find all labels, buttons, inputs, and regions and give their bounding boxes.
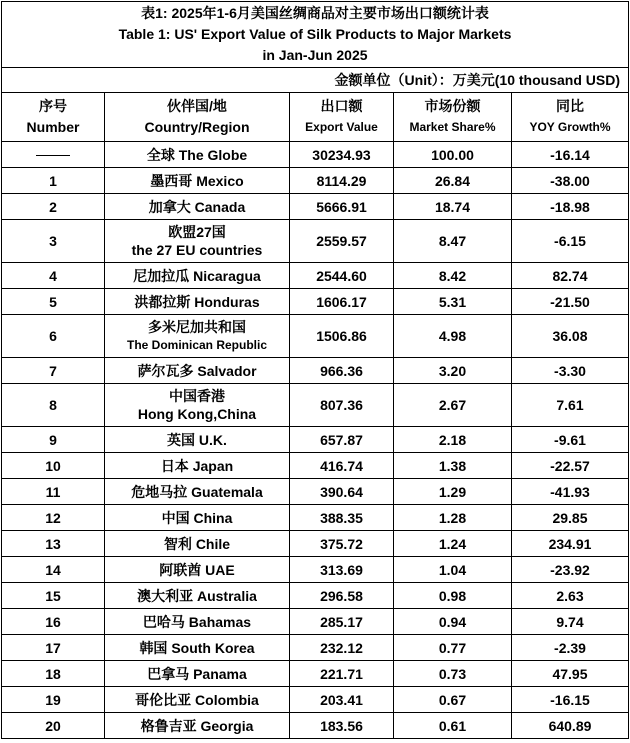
cell-yoy-growth: 2.63 — [512, 583, 629, 609]
cell-export-value: 5666.91 — [290, 194, 394, 220]
cell-number: 19 — [2, 687, 105, 713]
table-row — [2, 142, 629, 168]
cell-country: 巴哈马 Bahamas — [105, 609, 290, 635]
cell-number: 18 — [2, 661, 105, 687]
header-export-cn: 出口额 — [320, 98, 363, 114]
cell-export-value: 2559.57 — [290, 220, 394, 263]
cell-yoy-growth: -9.61 — [512, 427, 629, 453]
cell-export-value: 313.69 — [290, 557, 394, 583]
unit-label: 金额单位（Unit）：万美元(10 thousand USD) — [2, 68, 629, 93]
cell-number: 5 — [2, 289, 105, 315]
title-cn: 表1: 2025年1-6月美国丝绸商品对主要市场出口额统计表 — [141, 5, 489, 21]
cell-number: 15 — [2, 583, 105, 609]
cell-number: 13 — [2, 531, 105, 557]
cell-market-share: 0.94 — [394, 609, 512, 635]
country-name-en: the 27 EU countries — [131, 242, 263, 258]
cell-yoy-growth: -22.57 — [512, 453, 629, 479]
cell-market-share: 1.28 — [394, 505, 512, 531]
cell-number: 11 — [2, 479, 105, 505]
table-row — [2, 713, 629, 739]
country-name-cn: 欧盟27国 — [168, 224, 226, 240]
cell-yoy-growth: -16.15 — [512, 687, 629, 713]
cell-market-share: 1.38 — [394, 453, 512, 479]
cell-market-share: 18.74 — [394, 194, 512, 220]
table-row — [2, 194, 629, 220]
unit-row — [2, 68, 629, 93]
cell-country: 中国 China — [105, 505, 290, 531]
table-row — [2, 358, 629, 384]
cell-market-share: 0.73 — [394, 661, 512, 687]
cell-number: 4 — [2, 263, 105, 289]
cell-market-share: 4.98 — [394, 315, 512, 358]
cell-export-value: 2544.60 — [290, 263, 394, 289]
header-share-en: Market Share% — [409, 120, 496, 134]
cell-market-share: 1.29 — [394, 479, 512, 505]
table-row — [2, 220, 629, 263]
cell-country: 加拿大 Canada — [105, 194, 290, 220]
cell-market-share: 1.24 — [394, 531, 512, 557]
cell-export-value: 296.58 — [290, 583, 394, 609]
table-row — [2, 453, 629, 479]
header-number — [2, 93, 105, 142]
cell-market-share: 5.31 — [394, 289, 512, 315]
country-name-cn: 中国香港 — [169, 388, 225, 404]
cell-country: 全球 The Globe — [105, 142, 290, 168]
table-row — [2, 168, 629, 194]
cell-country: 尼加拉瓜 Nicaragua — [105, 263, 290, 289]
header-yoy-cn: 同比 — [556, 98, 584, 114]
cell-yoy-growth: -18.98 — [512, 194, 629, 220]
cell-market-share: 100.00 — [394, 142, 512, 168]
cell-country: 澳大利亚 Australia — [105, 583, 290, 609]
cell-number: 16 — [2, 609, 105, 635]
cell-country: 智利 Chile — [105, 531, 290, 557]
cell-yoy-growth: 7.61 — [512, 384, 629, 427]
table-row — [2, 531, 629, 557]
cell-number: 10 — [2, 453, 105, 479]
cell-export-value: 203.41 — [290, 687, 394, 713]
cell-country: 萨尔瓦多 Salvador — [105, 358, 290, 384]
cell-country: 墨西哥 Mexico — [105, 168, 290, 194]
cell-country: 洪都拉斯 Honduras — [105, 289, 290, 315]
header-country-cn: 伙伴国/地 — [167, 98, 227, 114]
cell-number: 2 — [2, 194, 105, 220]
cell-country — [105, 315, 290, 358]
table-row — [2, 263, 629, 289]
table-row — [2, 289, 629, 315]
cell-export-value: 183.56 — [290, 713, 394, 739]
dash-line — [36, 155, 70, 156]
cell-export-value: 8114.29 — [290, 168, 394, 194]
cell-number: 1 — [2, 168, 105, 194]
table-row — [2, 427, 629, 453]
table-row — [2, 479, 629, 505]
cell-yoy-growth: -21.50 — [512, 289, 629, 315]
cell-export-value: 390.64 — [290, 479, 394, 505]
cell-yoy-growth: -41.93 — [512, 479, 629, 505]
header-share — [394, 93, 512, 142]
cell-export-value: 285.17 — [290, 609, 394, 635]
cell-export-value: 232.12 — [290, 635, 394, 661]
cell-number: 3 — [2, 220, 105, 263]
table-row — [2, 384, 629, 427]
cell-yoy-growth: -3.30 — [512, 358, 629, 384]
cell-export-value: 221.71 — [290, 661, 394, 687]
cell-country: 巴拿马 Panama — [105, 661, 290, 687]
table-row — [2, 505, 629, 531]
cell-market-share: 2.67 — [394, 384, 512, 427]
cell-number: 14 — [2, 557, 105, 583]
cell-market-share: 0.77 — [394, 635, 512, 661]
cell-yoy-growth: 47.95 — [512, 661, 629, 687]
cell-country: 阿联酋 UAE — [105, 557, 290, 583]
title-en-line1: Table 1: US' Export Value of Silk Products to Major Markets — [118, 26, 512, 42]
cell-market-share: 1.04 — [394, 557, 512, 583]
cell-export-value: 30234.93 — [290, 142, 394, 168]
table-row — [2, 557, 629, 583]
cell-country: 英国 U.K. — [105, 427, 290, 453]
cell-yoy-growth: 29.85 — [512, 505, 629, 531]
cell-export-value: 416.74 — [290, 453, 394, 479]
cell-market-share: 8.47 — [394, 220, 512, 263]
cell-yoy-growth: 82.74 — [512, 263, 629, 289]
cell-country — [105, 384, 290, 427]
cell-yoy-growth: 9.74 — [512, 609, 629, 635]
cell-market-share: 0.98 — [394, 583, 512, 609]
cell-country — [105, 220, 290, 263]
cell-number: 12 — [2, 505, 105, 531]
cell-yoy-growth: -16.14 — [512, 142, 629, 168]
table-row — [2, 609, 629, 635]
country-name-en: Hong Kong,China — [137, 406, 257, 422]
export-table — [1, 1, 629, 739]
cell-export-value: 388.35 — [290, 505, 394, 531]
country-name-en: The Dominican Republic — [126, 338, 267, 352]
cell-market-share: 0.61 — [394, 713, 512, 739]
table-row — [2, 661, 629, 687]
cell-number: 8 — [2, 384, 105, 427]
cell-country: 危地马拉 Guatemala — [105, 479, 290, 505]
cell-market-share: 26.84 — [394, 168, 512, 194]
table-title — [2, 2, 629, 68]
cell-yoy-growth: -38.00 — [512, 168, 629, 194]
title-en-line2: in Jan-Jun 2025 — [262, 47, 368, 63]
cell-number — [2, 142, 105, 168]
table-row — [2, 687, 629, 713]
cell-country: 日本 Japan — [105, 453, 290, 479]
cell-export-value: 966.36 — [290, 358, 394, 384]
cell-number: 20 — [2, 713, 105, 739]
title-row — [2, 2, 629, 68]
cell-number: 6 — [2, 315, 105, 358]
cell-number: 17 — [2, 635, 105, 661]
header-export — [290, 93, 394, 142]
header-number-cn: 序号 — [39, 98, 67, 114]
header-row — [2, 93, 629, 142]
table-row — [2, 315, 629, 358]
cell-export-value: 807.36 — [290, 384, 394, 427]
cell-country: 哥伦比亚 Colombia — [105, 687, 290, 713]
cell-yoy-growth: -6.15 — [512, 220, 629, 263]
cell-export-value: 1506.86 — [290, 315, 394, 358]
cell-market-share: 0.67 — [394, 687, 512, 713]
cell-country: 格鲁吉亚 Georgia — [105, 713, 290, 739]
header-yoy-en: YOY Growth% — [529, 120, 611, 134]
cell-export-value: 657.87 — [290, 427, 394, 453]
cell-market-share: 3.20 — [394, 358, 512, 384]
table-row — [2, 635, 629, 661]
cell-yoy-growth: -23.92 — [512, 557, 629, 583]
cell-number: 9 — [2, 427, 105, 453]
table-row — [2, 583, 629, 609]
header-country-en: Country/Region — [144, 119, 250, 135]
header-number-en: Number — [26, 119, 80, 135]
cell-market-share: 8.42 — [394, 263, 512, 289]
header-yoy — [512, 93, 629, 142]
cell-market-share: 2.18 — [394, 427, 512, 453]
country-name-cn: 多米尼加共和国 — [148, 319, 246, 335]
header-export-en: Export Value — [305, 120, 378, 134]
cell-export-value: 375.72 — [290, 531, 394, 557]
cell-yoy-growth: 36.08 — [512, 315, 629, 358]
cell-country: 韩国 South Korea — [105, 635, 290, 661]
cell-yoy-growth: 640.89 — [512, 713, 629, 739]
cell-export-value: 1606.17 — [290, 289, 394, 315]
header-share-cn: 市场份额 — [424, 98, 481, 114]
cell-number: 7 — [2, 358, 105, 384]
header-country — [105, 93, 290, 142]
cell-yoy-growth: 234.91 — [512, 531, 629, 557]
cell-yoy-growth: -2.39 — [512, 635, 629, 661]
